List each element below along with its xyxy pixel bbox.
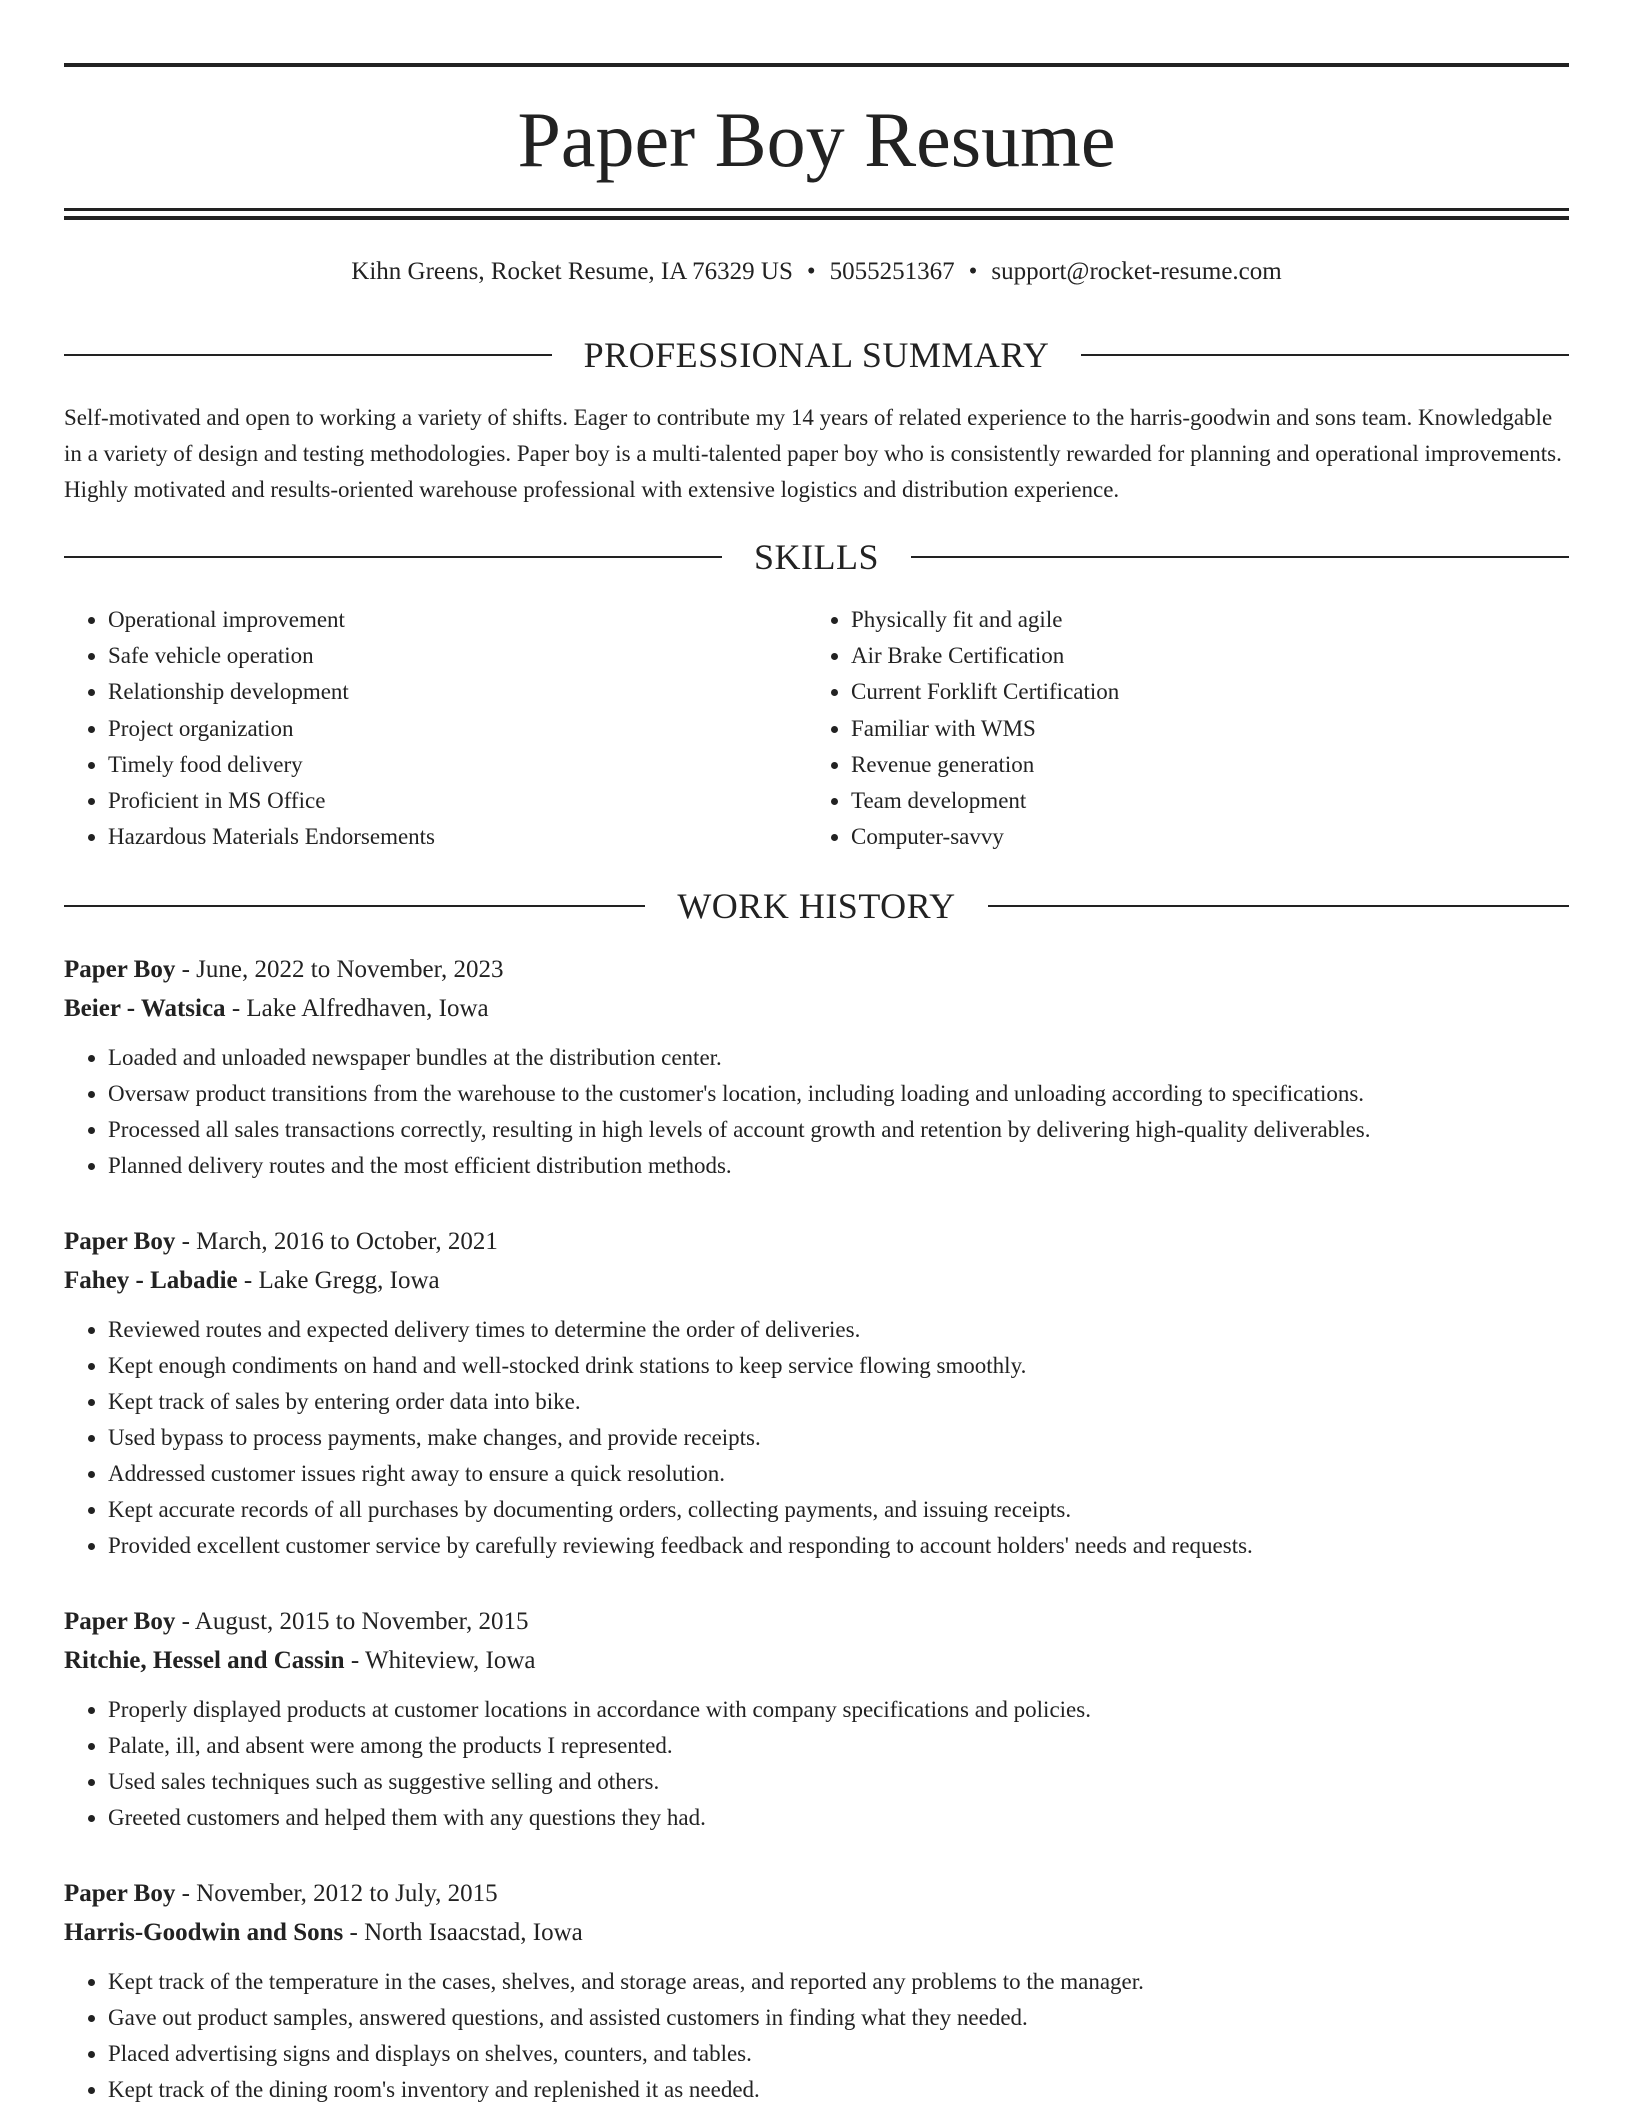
skill-item: • Safe vehicle operation <box>108 638 435 674</box>
skill-item: • Air Brake Certification <box>851 638 1119 674</box>
job-company: Beier - Watsica <box>64 995 226 1022</box>
heading-rule-right <box>1081 354 1569 356</box>
job-location: - Lake Alfredhaven, Iowa <box>225 995 489 1022</box>
job-company-line <box>64 1913 1569 1952</box>
job-bullet: • Kept accurate records of all purchases by documenting orders, collecting payments, and issuing receipts. <box>108 1492 1569 1528</box>
job-role: Paper Boy <box>64 956 176 983</box>
heading-rule-left <box>64 354 552 356</box>
job-bullet: • Gave out product samples, answered questions, and assisted customers in finding what they needed. <box>108 2000 1569 2036</box>
skill-item: • Computer-savvy <box>851 819 1119 855</box>
job-bullet: • Processed all sales transactions correctly, resulting in high levels of account growth and retention by delivering high-quality deliverables. <box>108 1112 1569 1148</box>
skill-item: • Physically fit and agile <box>851 602 1119 638</box>
skill-item: • Operational improvement <box>108 602 435 638</box>
job-bullet: • Greeted customers and helped them with any questions they had. <box>108 1800 1569 1836</box>
job-bullet: • Provided excellent customer service by carefully reviewing feedback and responding to account holders' needs and requests. <box>108 1528 1569 1564</box>
heading-rule-left <box>64 905 645 907</box>
job-bullet: • Used sales techniques such as suggestive selling and others. <box>108 1764 1569 1800</box>
professional-summary: Self-motivated and open to working a variety of shifts. Eager to contribute my 14 years of related experience to the harris-goodwin and sons team. Knowledgable in a variety of design and testing methodologies. Paper boy is a multi-talented paper boy who is consistently rewarded for planning and operational improvements. Highly motivated and results-oriented warehouse professional with extensive logistics and distribution experience. <box>64 405 1562 502</box>
job-entry <box>64 950 1569 1184</box>
contact-separator: • <box>968 258 978 285</box>
job-role: Paper Boy <box>64 1608 176 1635</box>
section-heading-skills <box>64 535 1569 579</box>
section-heading-work-history <box>64 884 1569 928</box>
job-dates: - November, 2012 to July, 2015 <box>175 1880 498 1907</box>
job-company: Harris-Goodwin and Sons <box>64 1919 344 1946</box>
job-company-line <box>64 989 1569 1028</box>
skills-list-right <box>807 602 1119 855</box>
job-bullet: • Oversaw product transitions from the warehouse to the customer's location, including loading and unloading according to specifications. <box>108 1076 1569 1112</box>
job-title-line <box>64 1874 1569 1913</box>
job-company: Fahey - Labadie <box>64 1267 238 1294</box>
job-entry <box>64 1222 1569 1564</box>
skill-item: • Project organization <box>108 711 435 747</box>
skill-item: • Hazardous Materials Endorsements <box>108 819 435 855</box>
job-title-line <box>64 1222 1569 1261</box>
job-company: Ritchie, Hessel and Cassin <box>64 1647 345 1674</box>
job-company-line <box>64 1261 1569 1300</box>
job-role: Paper Boy <box>64 1880 176 1907</box>
job-dates: - August, 2015 to November, 2015 <box>175 1608 529 1635</box>
skill-item: • Revenue generation <box>851 747 1119 783</box>
top-rule <box>64 63 1569 67</box>
skill-item: • Timely food delivery <box>108 747 435 783</box>
heading-rule-right <box>988 905 1569 907</box>
job-company-line <box>64 1641 1569 1680</box>
job-bullet: • Properly displayed products at customer locations in accordance with company specifications and policies. <box>108 1692 1569 1728</box>
job-location: - Whiteview, Iowa <box>344 1647 536 1674</box>
job-bullet: • Kept enough condiments on hand and well-stocked drink stations to keep service flowing smoothly. <box>108 1348 1569 1384</box>
job-bullets <box>64 1964 1569 2108</box>
title-rule-lower <box>64 216 1569 220</box>
job-bullets <box>64 1312 1569 1564</box>
section-heading-summary <box>64 333 1569 377</box>
job-bullet: • Reviewed routes and expected delivery times to determine the order of deliveries. <box>108 1312 1569 1348</box>
job-bullet: • Palate, ill, and absent were among the products I represented. <box>108 1728 1569 1764</box>
contact-phone: 5055251367 <box>829 258 955 285</box>
skill-item: • Proficient in MS Office <box>108 783 435 819</box>
skill-item: • Team development <box>851 783 1119 819</box>
job-bullet: • Loaded and unloaded newspaper bundles at the distribution center. <box>108 1040 1569 1076</box>
skills-list-left <box>64 602 435 855</box>
heading-rule-left <box>64 556 722 558</box>
resume-title: Paper Boy Resume <box>517 96 1116 183</box>
job-bullet: • Placed advertising signs and displays on shelves, counters, and tables. <box>108 2036 1569 2072</box>
job-location: - North Isaacstad, Iowa <box>343 1919 583 1946</box>
title-rule-upper <box>64 208 1569 211</box>
job-location: - Lake Gregg, Iowa <box>237 1267 440 1294</box>
job-dates: - March, 2016 to October, 2021 <box>175 1228 498 1255</box>
job-bullet: • Planned delivery routes and the most efficient distribution methods. <box>108 1148 1569 1184</box>
job-dates: - June, 2022 to November, 2023 <box>175 956 504 983</box>
section-heading-label: SKILLS <box>754 537 880 577</box>
job-bullet: • Kept track of the dining room's inventory and replenished it as needed. <box>108 2072 1569 2108</box>
heading-rule-right <box>911 556 1569 558</box>
job-bullet: • Used bypass to process payments, make changes, and provide receipts. <box>108 1420 1569 1456</box>
job-bullet: • Kept track of the temperature in the cases, shelves, and storage areas, and reported any problems to the manager. <box>108 1964 1569 2000</box>
contact-email: support@rocket-resume.com <box>991 258 1282 285</box>
job-title-line <box>64 950 1569 989</box>
job-title-line <box>64 1602 1569 1641</box>
skill-item: • Current Forklift Certification <box>851 674 1119 710</box>
contact-address: Kihn Greens, Rocket Resume, IA 76329 US <box>351 258 793 285</box>
job-bullet: • Addressed customer issues right away to ensure a quick resolution. <box>108 1456 1569 1492</box>
section-heading-label: WORK HISTORY <box>677 886 956 926</box>
job-bullet: • Kept track of sales by entering order data into bike. <box>108 1384 1569 1420</box>
contact-line <box>64 254 1569 290</box>
job-bullets <box>64 1692 1569 1836</box>
job-entry <box>64 1874 1569 2108</box>
job-entry <box>64 1602 1569 1836</box>
skill-item: • Relationship development <box>108 674 435 710</box>
section-heading-label: PROFESSIONAL SUMMARY <box>583 335 1050 375</box>
job-role: Paper Boy <box>64 1228 176 1255</box>
skill-item: • Familiar with WMS <box>851 711 1119 747</box>
job-bullets <box>64 1040 1569 1184</box>
contact-separator: • <box>806 258 816 285</box>
